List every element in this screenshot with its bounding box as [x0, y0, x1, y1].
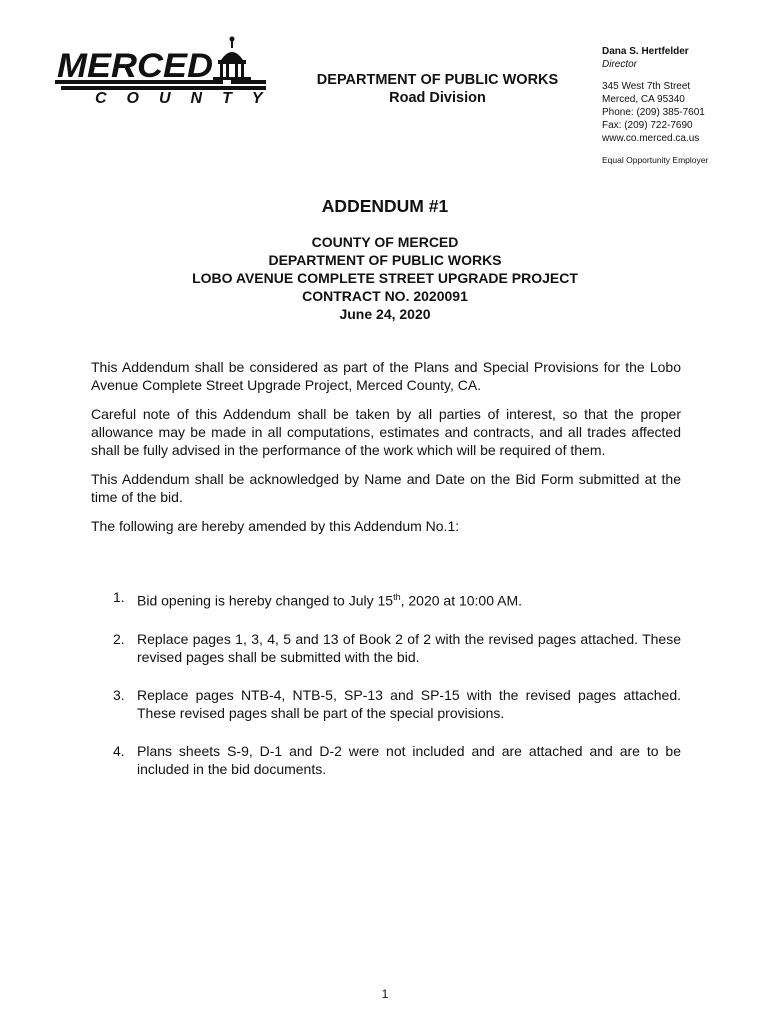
- paragraph-amendments-intro: The following are hereby amended by this Addendum No.1:: [91, 518, 460, 534]
- director-title: Director: [602, 59, 638, 70]
- heading-department: DEPARTMENT OF PUBLIC WORKS: [268, 252, 502, 268]
- item-text: Replace pages 1, 3, 4, 5 and 13 of Book 2 of 2 with the revised pages attached. These revised pages shall be submitted with the bid.: [137, 630, 681, 665]
- address-line-1: 345 West 7th Street: [602, 81, 691, 92]
- heading-contract: CONTRACT NO. 2020091: [302, 288, 468, 304]
- list-item: [113, 686, 681, 722]
- paragraph-scope: This Addendum shall be considered as part of the Plans and Special Provisions for the Lobo Avenue Complete Street Upgrade Project, Merced County, CA.: [91, 359, 681, 393]
- item-number: 2.: [113, 630, 125, 647]
- heading-project: LOBO AVENUE COMPLETE STREET UPGRADE PROJECT: [192, 270, 578, 286]
- item-text: Replace pages NTB-4, NTB-5, SP-13 and SP-15 with the revised pages attached. These revised pages shall be part of the special provisions.: [137, 686, 681, 721]
- contact-block: [602, 45, 762, 167]
- heading-date: June 24, 2020: [339, 306, 431, 322]
- merced-county-logo: [55, 34, 283, 112]
- item-number: 4.: [113, 742, 125, 759]
- equal-opportunity-note: Equal Opportunity Employer: [602, 155, 709, 165]
- addendum-title: ADDENDUM #1: [321, 196, 449, 216]
- item-text: Plans sheets S-9, D-1 and D-2 were not included and are attached and are to be included in the bid documents.: [137, 742, 681, 777]
- address-line-2: Merced, CA 95340: [602, 94, 685, 105]
- amendments-list: [113, 588, 681, 798]
- page-number: 1: [381, 987, 389, 1001]
- phone-number: Phone: (209) 385-7601: [602, 107, 705, 118]
- paragraph-note: Careful note of this Addendum shall be taken by all parties of interest, so that the proper allowance may be made in all computations, estimates and contracts, and all trades affected shall be fully advised in the performance of the work which will be required of them.: [91, 406, 681, 458]
- paragraph-acknowledge: This Addendum shall be acknowledged by Name and Date on the Bid Form submitted at the time of the bid.: [91, 471, 681, 505]
- department-name: DEPARTMENT OF PUBLIC WORKS: [316, 72, 559, 88]
- department-header: [300, 71, 575, 107]
- item-number: 1.: [113, 589, 125, 605]
- heading-county: COUNTY OF MERCED: [311, 234, 459, 250]
- fax-number: Fax: (209) 722-7690: [602, 120, 693, 131]
- list-item: [113, 588, 681, 610]
- logo-wordmark: MERCED: [57, 47, 213, 85]
- courthouse-logo-graphic: [55, 34, 270, 92]
- logo-county-text: COUNTY: [95, 90, 283, 107]
- project-heading: [0, 233, 770, 323]
- division-name: Road Division: [389, 90, 486, 106]
- website-link[interactable]: www.co.merced.ca.us: [602, 133, 700, 144]
- list-item: [113, 630, 681, 666]
- item-text: Bid opening is hereby changed to July 15th, 2020 at 10:00 AM.: [137, 592, 523, 609]
- director-name: Dana S. Hertfelder: [602, 46, 689, 57]
- list-item: [113, 742, 681, 778]
- body-text: [91, 358, 681, 546]
- item-number: 3.: [113, 686, 125, 703]
